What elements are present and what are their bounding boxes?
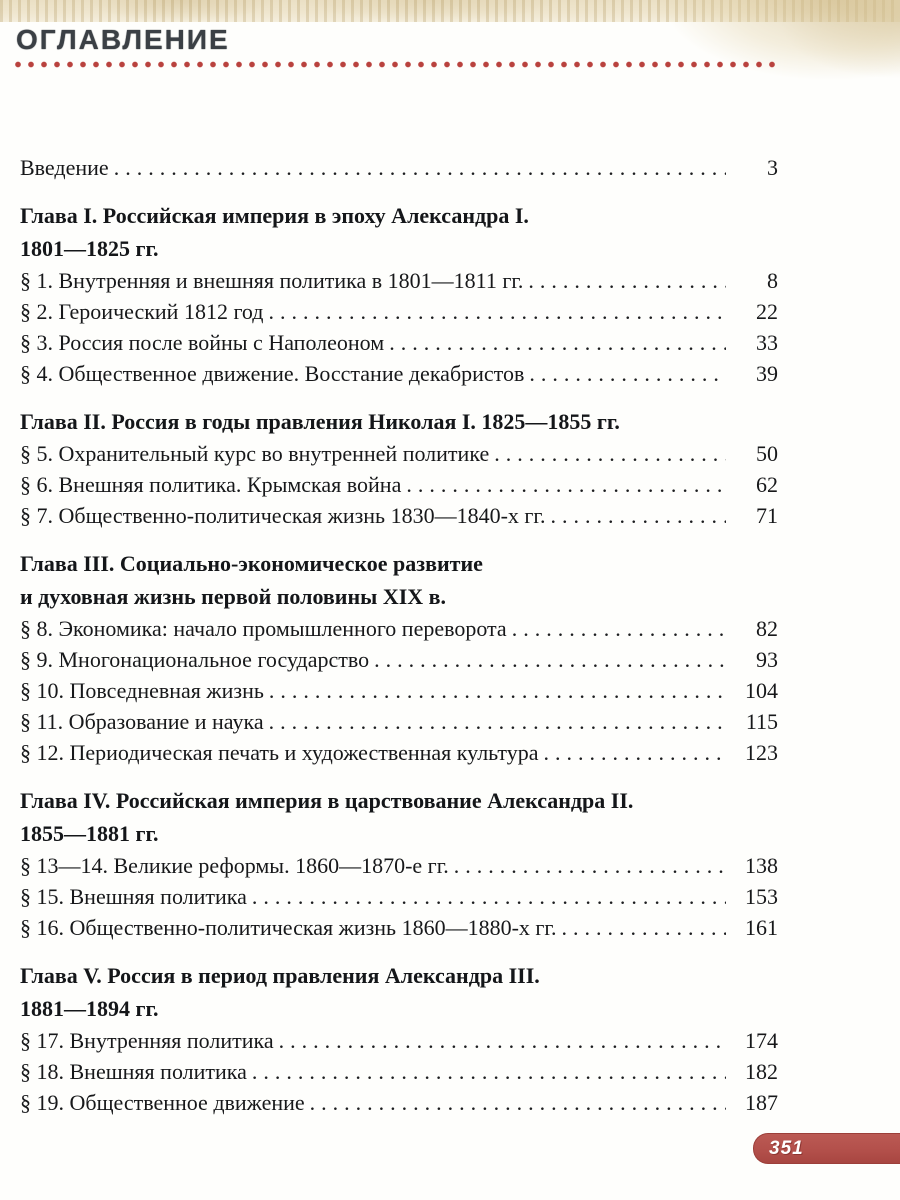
toc-row bbox=[20, 706, 778, 737]
toc-leader-dots bbox=[528, 265, 726, 296]
page-number: 351 bbox=[769, 1137, 804, 1159]
toc-leader-dots bbox=[252, 881, 726, 912]
toc-entry-label: Введение bbox=[20, 155, 109, 180]
toc-entry-label: § 3. Россия после войны с Наполеоном bbox=[20, 330, 385, 355]
toc-row bbox=[20, 327, 778, 358]
header-image-corner bbox=[520, 0, 900, 118]
chapter-heading-line: Глава IV. Российская империя в царствование Александра II. bbox=[20, 788, 634, 813]
page-number-badge bbox=[753, 1133, 900, 1164]
toc-page-number: 174 bbox=[745, 1028, 778, 1053]
toc-page-number: 123 bbox=[745, 740, 778, 765]
chapter-heading bbox=[20, 199, 778, 265]
toc-entry-label: § 17. Внутренняя политика bbox=[20, 1028, 274, 1053]
chapter-heading-line: Глава I. Российская империя в эпоху Александра I. bbox=[20, 203, 529, 228]
toc-leader-dots bbox=[310, 1087, 726, 1118]
toc-leader-dots bbox=[512, 613, 726, 644]
dotted-divider bbox=[14, 60, 778, 69]
toc-leader-dots bbox=[550, 500, 726, 531]
toc-page-number: 82 bbox=[756, 616, 778, 641]
toc-entry-label: § 1. Внутренняя и внешняя политика в 1801—1811 гг. bbox=[20, 268, 524, 293]
toc-row bbox=[20, 850, 778, 881]
toc-page-number: 50 bbox=[756, 441, 778, 466]
toc-entry-label: § 15. Внешняя политика bbox=[20, 884, 247, 909]
toc-leader-dots bbox=[454, 850, 726, 881]
toc-row bbox=[20, 1025, 778, 1056]
toc-page-number: 115 bbox=[745, 709, 778, 734]
chapter-heading-line: 1881—1894 гг. bbox=[20, 996, 159, 1021]
toc-row bbox=[20, 500, 778, 531]
toc-leader-dots bbox=[494, 438, 726, 469]
toc-page-number: 161 bbox=[745, 915, 778, 940]
toc-entry-label: § 9. Многонациональное государство bbox=[20, 647, 370, 672]
toc-row bbox=[20, 152, 778, 183]
toc-row bbox=[20, 912, 778, 943]
toc-leader-dots bbox=[374, 644, 726, 675]
chapter-heading-line: Глава V. Россия в период правления Александра III. bbox=[20, 963, 540, 988]
chapter-heading-line: Глава III. Социально-экономическое развитие bbox=[20, 551, 483, 576]
toc-leader-dots bbox=[389, 327, 726, 358]
toc-row bbox=[20, 644, 778, 675]
toc-leader-dots bbox=[279, 1025, 726, 1056]
toc-page-number: 33 bbox=[756, 330, 778, 355]
toc-leader-dots bbox=[252, 1056, 726, 1087]
toc-entry-label: § 11. Образование и наука bbox=[20, 709, 264, 734]
toc-page-number: 93 bbox=[756, 647, 778, 672]
page-title: ОГЛАВЛЕНИЕ bbox=[16, 24, 230, 55]
toc-row bbox=[20, 881, 778, 912]
toc-leader-dots bbox=[529, 358, 726, 389]
toc-page-number: 187 bbox=[745, 1090, 778, 1115]
toc-leader-dots bbox=[269, 706, 726, 737]
toc-row bbox=[20, 265, 778, 296]
chapter-heading-line: 1801—1825 гг. bbox=[20, 236, 159, 261]
toc-entry-label: § 8. Экономика: начало промышленного переворота bbox=[20, 616, 507, 641]
toc-row bbox=[20, 675, 778, 706]
toc-page-number: 62 bbox=[756, 472, 778, 497]
toc-page-number: 104 bbox=[745, 678, 778, 703]
toc-page-number: 153 bbox=[745, 884, 778, 909]
toc-entry-label: § 16. Общественно-политическая жизнь 1860—1880-х гг. bbox=[20, 915, 557, 940]
toc-entry-label: § 6. Внешняя политика. Крымская война bbox=[20, 472, 402, 497]
toc-entry-label: § 5. Охранительный курс во внутренней политике bbox=[20, 441, 490, 466]
chapter-heading-line: Глава II. Россия в годы правления Николая I. 1825—1855 гг. bbox=[20, 409, 620, 434]
toc-entry-label: § 18. Внешняя политика bbox=[20, 1059, 247, 1084]
chapter-heading bbox=[20, 405, 778, 438]
chapter-heading-line: и духовная жизнь первой половины XIX в. bbox=[20, 584, 447, 609]
toc-page-number: 3 bbox=[767, 155, 778, 180]
toc-page-number: 22 bbox=[756, 299, 778, 324]
toc-row bbox=[20, 296, 778, 327]
toc-row bbox=[20, 1087, 778, 1118]
toc-row bbox=[20, 469, 778, 500]
toc-leader-dots bbox=[406, 469, 726, 500]
toc-page-number: 39 bbox=[756, 361, 778, 386]
toc-row bbox=[20, 613, 778, 644]
toc-leader-dots bbox=[269, 675, 726, 706]
toc-entry-label: § 13—14. Великие реформы. 1860—1870-е гг. bbox=[20, 853, 449, 878]
toc-row bbox=[20, 737, 778, 768]
toc-entry-label: § 10. Повседневная жизнь bbox=[20, 678, 264, 703]
toc-row bbox=[20, 438, 778, 469]
toc-entry-label: § 19. Общественное движение bbox=[20, 1090, 305, 1115]
toc-page-number: 138 bbox=[745, 853, 778, 878]
table-of-contents bbox=[20, 152, 778, 1118]
toc-entry-label: § 12. Периодическая печать и художественная культура bbox=[20, 740, 539, 765]
chapter-heading-line: 1855—1881 гг. bbox=[20, 821, 159, 846]
toc-row bbox=[20, 358, 778, 389]
chapter-heading bbox=[20, 784, 778, 850]
toc-entry-label: § 4. Общественное движение. Восстание декабристов bbox=[20, 361, 525, 386]
toc-leader-dots bbox=[269, 296, 727, 327]
toc-entry-label: § 2. Героический 1812 год bbox=[20, 299, 264, 324]
toc-page-number: 8 bbox=[767, 268, 778, 293]
toc-leader-dots bbox=[543, 737, 726, 768]
toc-row bbox=[20, 1056, 778, 1087]
toc-leader-dots bbox=[114, 152, 726, 183]
toc-page-number: 182 bbox=[745, 1059, 778, 1084]
chapter-heading bbox=[20, 547, 778, 613]
toc-entry-label: § 7. Общественно-политическая жизнь 1830—1840-х гг. bbox=[20, 503, 546, 528]
chapter-heading bbox=[20, 959, 778, 1025]
toc-page-number: 71 bbox=[756, 503, 778, 528]
toc-leader-dots bbox=[561, 912, 726, 943]
